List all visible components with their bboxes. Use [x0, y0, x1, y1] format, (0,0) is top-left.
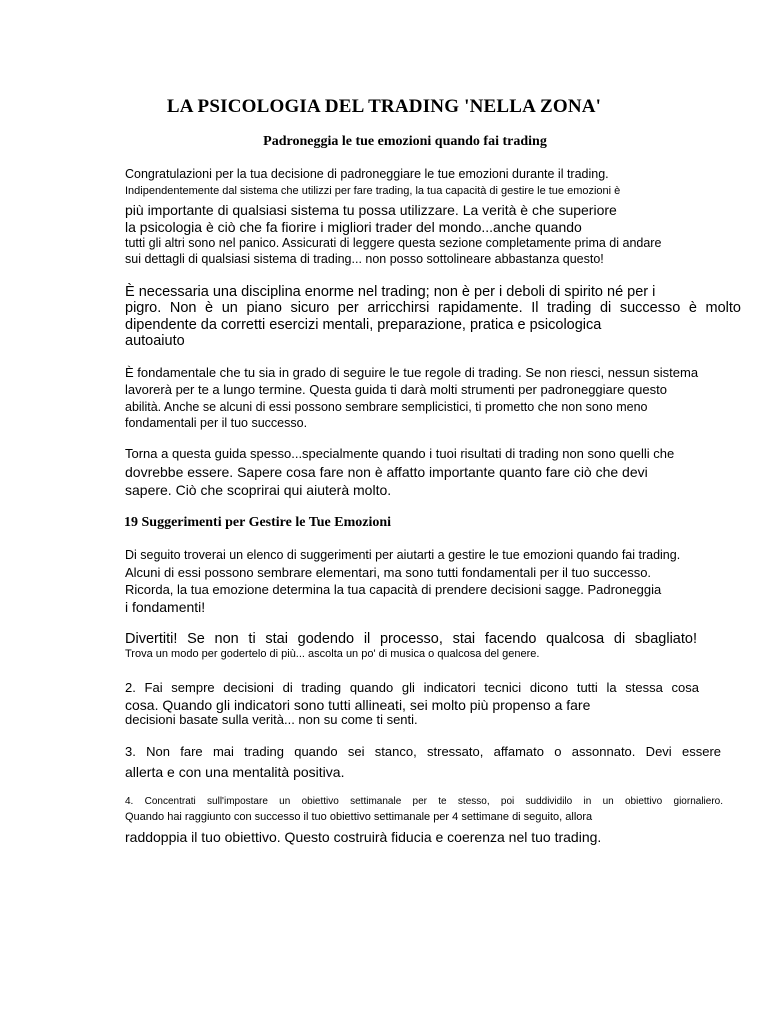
intro-line-4: la psicologia è ciò che fa fiorire i migliori trader del mondo...anche quando [125, 219, 582, 235]
intro-line-3: più importante di qualsiasi sistema tu possa utilizzare. La verità è che superiore [125, 202, 617, 218]
intro-line-2: Indipendentemente dal sistema che utilizzi per fare trading, la tua capacità di gestire le tue emozioni è [125, 185, 621, 197]
return-line-2: dovrebbe essere. Sapere cosa fare non è affatto importante quanto fare ciò che devi [125, 464, 648, 480]
tips-intro-line-4: i fondamenti! [125, 599, 206, 615]
tip-2-line-1: 2. Fai sempre decisioni di trading quando gli indicatori tecnici dicono tutti la stessa cosa [125, 680, 699, 695]
return-line-1: Torna a questa guida spesso...specialmente quando i tuoi risultati di trading non sono quelli che [125, 446, 675, 461]
tip-4-line-1: 4. Concentrati sull'impostare un obiettivo settimanale per te stesso, poi suddividilo in un obiettivo giornaliero. [125, 796, 723, 807]
document-subtitle: Padroneggia le tue emozioni quando fai trading [263, 134, 547, 149]
tips-intro-line-2: Alcuni di essi possono sembrare elementari, ma sono tutti fondamentali per il tuo successo. [125, 565, 652, 580]
intro-line-6: sui dettagli di qualsiasi sistema di trading... non posso sottolineare abbastanza questo! [125, 252, 604, 266]
tip-1-line-2: Trova un modo per godertelo di più... ascolta un po' di musica o qualcosa del genere. [125, 648, 540, 660]
rules-line-4: fondamentali per il tuo successo. [125, 416, 308, 430]
intro-line-1: Congratulazioni per la tua decisione di padroneggiare le tue emozioni durante il trading. [125, 167, 609, 181]
discipline-line-2: pigro. Non è un piano sicuro per arricchirsi rapidamente. Il trading di successo è molto [125, 300, 741, 316]
tip-3-line-2: allerta e con una mentalità positiva. [125, 764, 345, 780]
tip-3-line-1: 3. Non fare mai trading quando sei stanco, stressato, affamato o assonnato. Devi essere [125, 744, 721, 759]
tip-2-line-3: decisioni basate sulla verità... non su come ti senti. [125, 712, 418, 727]
tips-intro-line-1: Di seguito troverai un elenco di suggerimenti per aiutarti a gestire le tue emozioni quando fai trading. [125, 548, 681, 562]
tip-2-line-2: cosa. Quando gli indicatori sono tutti allineati, sei molto più propenso a fare [125, 697, 591, 713]
rules-line-3: abilità. Anche se alcuni di essi possono sembrare semplicistici, ti prometto che non sono meno [125, 400, 648, 414]
discipline-line-3: dipendente da corretti esercizi mentali, preparazione, pratica e psicologica [125, 317, 602, 333]
tip-4-line-3: raddoppia il tuo obiettivo. Questo costruirà fiducia e coerenza nel tuo trading. [125, 829, 602, 845]
tips-intro-line-3: Ricorda, la tua emozione determina la tua capacità di prendere decisioni sagge. Padroneggia [125, 582, 662, 597]
intro-line-5: tutti gli altri sono nel panico. Assicurati di leggere questa sezione completamente prima di andare [125, 236, 662, 250]
discipline-line-1: È necessaria una disciplina enorme nel trading; non è per i deboli di spirito né per i [125, 284, 656, 300]
rules-line-1: È fondamentale che tu sia in grado di seguire le tue regole di trading. Se non riesci, nessun sistema [125, 365, 699, 380]
rules-line-2: lavorerà per te a lungo termine. Questa guida ti darà molti strumenti per padroneggiare questo [125, 382, 667, 397]
discipline-line-4: autoaiuto [125, 333, 185, 349]
return-line-3: sapere. Ciò che scoprirai qui aiuterà molto. [125, 482, 392, 498]
tip-4-line-2: Quando hai raggiunto con successo il tuo obiettivo settimanale per 4 settimane di seguito, allora [125, 811, 593, 823]
tip-1-line-1: Divertiti! Se non ti stai godendo il processo, stai facendo qualcosa di sbagliato! [125, 631, 697, 647]
document-title: LA PSICOLOGIA DEL TRADING 'NELLA ZONA' [166, 96, 602, 117]
section-heading: 19 Suggerimenti per Gestire le Tue Emozioni [124, 515, 392, 530]
